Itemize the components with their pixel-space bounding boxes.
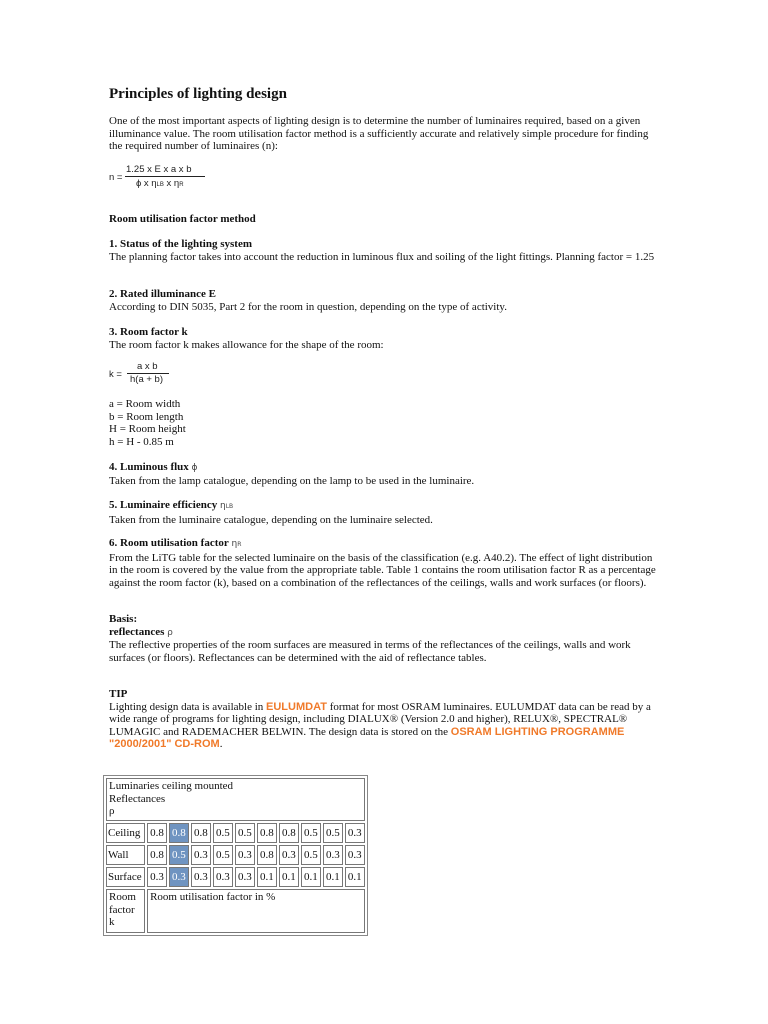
table-cell: 0.3 bbox=[345, 823, 365, 843]
table-cell: 0.8 bbox=[147, 845, 167, 865]
section-2-heading: 2. Rated illuminance E bbox=[109, 288, 216, 300]
basis-subheading: reflectances bbox=[109, 625, 165, 638]
table-cell: 0.5 bbox=[213, 845, 233, 865]
section-5-heading-line bbox=[109, 499, 657, 514]
section-3-heading: 3. Room factor k bbox=[109, 326, 188, 338]
table-cell: 0.8 bbox=[279, 823, 299, 843]
eulumdat-link[interactable]: EULUMDAT bbox=[266, 700, 327, 713]
table-cell: 0.8 bbox=[257, 823, 277, 843]
tip-text-3: . bbox=[219, 738, 223, 751]
fraction-bar bbox=[125, 176, 205, 177]
table-cell: 0.5 bbox=[213, 823, 233, 843]
tip-body bbox=[109, 701, 657, 751]
section-4-heading: 4. Luminous flux bbox=[109, 461, 189, 473]
room-factor-label bbox=[106, 889, 145, 933]
table-cell: 0.3 bbox=[147, 867, 167, 887]
formula-n-denominator bbox=[136, 178, 184, 189]
formula-k-lhs: k = bbox=[109, 369, 122, 380]
formula-k-denominator: h(a + b) bbox=[130, 374, 164, 385]
row-label: Surface bbox=[106, 867, 145, 887]
table-cell: 0.3 bbox=[191, 845, 211, 865]
reflectance-table bbox=[103, 775, 368, 936]
table-cell: 0.3 bbox=[213, 867, 233, 887]
formula-k-numerator: a x b bbox=[137, 361, 158, 372]
table-cell-highlighted: 0.3 bbox=[169, 867, 189, 887]
section-6 bbox=[109, 537, 657, 589]
formula-k bbox=[109, 361, 189, 389]
section-5-heading: 5. Luminaire efficiency bbox=[109, 499, 218, 511]
tip-text-2: format for most OSRAM luminaires. EULUMDAT data can be read by a wide range of programs for lighting design, including DIALUX® (Version 2.0 and higher), RELUX®, SPECTRAL® LUMAGIC and RADEMACHER BELWIN. The design data is stored on the bbox=[109, 700, 651, 738]
table-row-surface bbox=[106, 867, 365, 887]
section-5-body: Taken from the luminaire catalogue, depending on the luminaire selected. bbox=[109, 513, 433, 526]
table-cell-highlighted: 0.8 bbox=[169, 823, 189, 843]
table-header-line: ρ bbox=[109, 805, 115, 817]
cd-rom-link[interactable]: OSRAM LIGHTING PROGRAMME "2000/2001" CD-ROM bbox=[109, 725, 625, 751]
table-cell: 0.3 bbox=[191, 867, 211, 887]
table-header-cell bbox=[106, 778, 365, 821]
section-1-heading: 1. Status of the lighting system bbox=[109, 238, 253, 250]
table-cell: 0.1 bbox=[279, 867, 299, 887]
definition-item: b = Room length bbox=[109, 410, 184, 423]
table-cell: 0.5 bbox=[301, 823, 321, 843]
definition-item: a = Room width bbox=[109, 398, 181, 410]
definitions-list bbox=[109, 398, 657, 448]
table-cell: 0.3 bbox=[235, 867, 255, 887]
definition-item: h = H - 0.85 m bbox=[109, 435, 174, 448]
eta-lb-symbol bbox=[220, 501, 233, 511]
utilisation-caption: Room utilisation factor in % bbox=[147, 889, 365, 933]
eta-symbol: η bbox=[231, 539, 238, 549]
intro-paragraph: One of the most important aspects of lighting design is to determine the number of luminaires required, based on a given illuminance value. The room utilisation factor method is a sufficiently accurate and relatively simple procedure for finding the required number of luminaires (n): bbox=[109, 115, 649, 153]
section-1-body: The planning factor takes into account the reduction in luminous flux and soiling of the light fittings. Planning factor = 1.25 bbox=[109, 250, 655, 263]
table-row-wall bbox=[106, 845, 365, 865]
formula-n bbox=[109, 163, 229, 191]
room-factor-line: k bbox=[109, 916, 115, 928]
basis-body: The reflective properties of the room surfaces are measured in terms of the reflectances of the ceilings, walls and work surfaces (or floors). Reflectances can be determined with the aid of reflectance tables. bbox=[109, 639, 631, 664]
table-footer-row bbox=[106, 889, 365, 933]
section-1 bbox=[109, 238, 657, 263]
section-2-body: According to DIN 5035, Part 2 for the room in question, depending on the type of activity. bbox=[109, 300, 507, 313]
table-cell: 0.8 bbox=[147, 823, 167, 843]
table-cell: 0.3 bbox=[279, 845, 299, 865]
table-header-row bbox=[106, 778, 365, 821]
section-4-heading-line bbox=[109, 461, 657, 475]
row-label: Ceiling bbox=[106, 823, 145, 843]
table-cell: 0.5 bbox=[235, 823, 255, 843]
table-header-line: Reflectances bbox=[109, 792, 166, 805]
eta-subscript: LB bbox=[225, 503, 234, 510]
section-3 bbox=[109, 326, 657, 351]
section-3-body: The room factor k makes allowance for the shape of the room: bbox=[109, 338, 384, 351]
section-6-heading-line bbox=[109, 537, 657, 552]
table-row-ceiling bbox=[106, 823, 365, 843]
formula-n-den-x: x η bbox=[163, 178, 180, 189]
page-title: Principles of lighting design bbox=[109, 86, 287, 102]
table-header-line: Luminaries ceiling mounted bbox=[109, 780, 234, 792]
eta-symbol: η bbox=[220, 501, 226, 511]
formula-n-den-lb: LB bbox=[156, 182, 164, 188]
basis-section bbox=[109, 613, 657, 664]
table-cell: 0.1 bbox=[323, 867, 343, 887]
tip-section bbox=[109, 688, 657, 751]
row-label: Wall bbox=[106, 845, 145, 865]
table-cell: 0.1 bbox=[345, 867, 365, 887]
table-cell: 0.3 bbox=[235, 845, 255, 865]
eta-r-symbol bbox=[232, 539, 242, 549]
table-cell: 0.1 bbox=[301, 867, 321, 887]
tip-heading: TIP bbox=[109, 688, 128, 700]
table-cell: 0.5 bbox=[323, 823, 343, 843]
table-cell-highlighted: 0.5 bbox=[169, 845, 189, 865]
section-6-heading: 6. Room utilisation factor bbox=[109, 537, 229, 549]
phi-symbol: ɸ bbox=[191, 463, 198, 473]
basis-subheading-line bbox=[109, 626, 657, 640]
formula-n-numerator: 1.25 x E x a x b bbox=[126, 164, 192, 175]
eta-subscript: R bbox=[237, 541, 242, 548]
formula-n-den-phi: ɸ x η bbox=[136, 178, 157, 189]
section-2 bbox=[109, 288, 657, 313]
section-5 bbox=[109, 499, 657, 526]
formula-n-lhs: n = bbox=[109, 172, 123, 183]
definition-item: H = Room height bbox=[109, 423, 186, 436]
table-cell: 0.3 bbox=[345, 845, 365, 865]
section-4 bbox=[109, 461, 657, 487]
section-6-body: From the LiTG table for the selected luminaire on the basis of the classification (e.g. A40.2). The effect of light distribution in the room is covered by the value from the appropriate table. Table 1 contains the room utilisation factor R as a percentage against the room factor (k), based on a combination of the reflectances of the ceilings, walls and work surfaces (or floors). bbox=[109, 551, 656, 589]
tip-text-1: Lighting design data is available in bbox=[109, 700, 267, 713]
rho-symbol: ρ bbox=[167, 627, 173, 638]
room-factor-line: Room bbox=[109, 891, 136, 903]
formula-n-den-r: R bbox=[179, 182, 184, 188]
table-cell: 0.3 bbox=[323, 845, 343, 865]
room-factor-line: factor bbox=[109, 903, 135, 916]
table-cell: 0.8 bbox=[257, 845, 277, 865]
section-4-body: Taken from the lamp catalogue, depending on the lamp to be used in the luminaire. bbox=[109, 474, 475, 487]
table-cell: 0.1 bbox=[257, 867, 277, 887]
table-cell: 0.8 bbox=[191, 823, 211, 843]
table-cell: 0.5 bbox=[301, 845, 321, 865]
method-heading: Room utilisation factor method bbox=[109, 213, 256, 225]
basis-heading: Basis: bbox=[109, 613, 138, 625]
